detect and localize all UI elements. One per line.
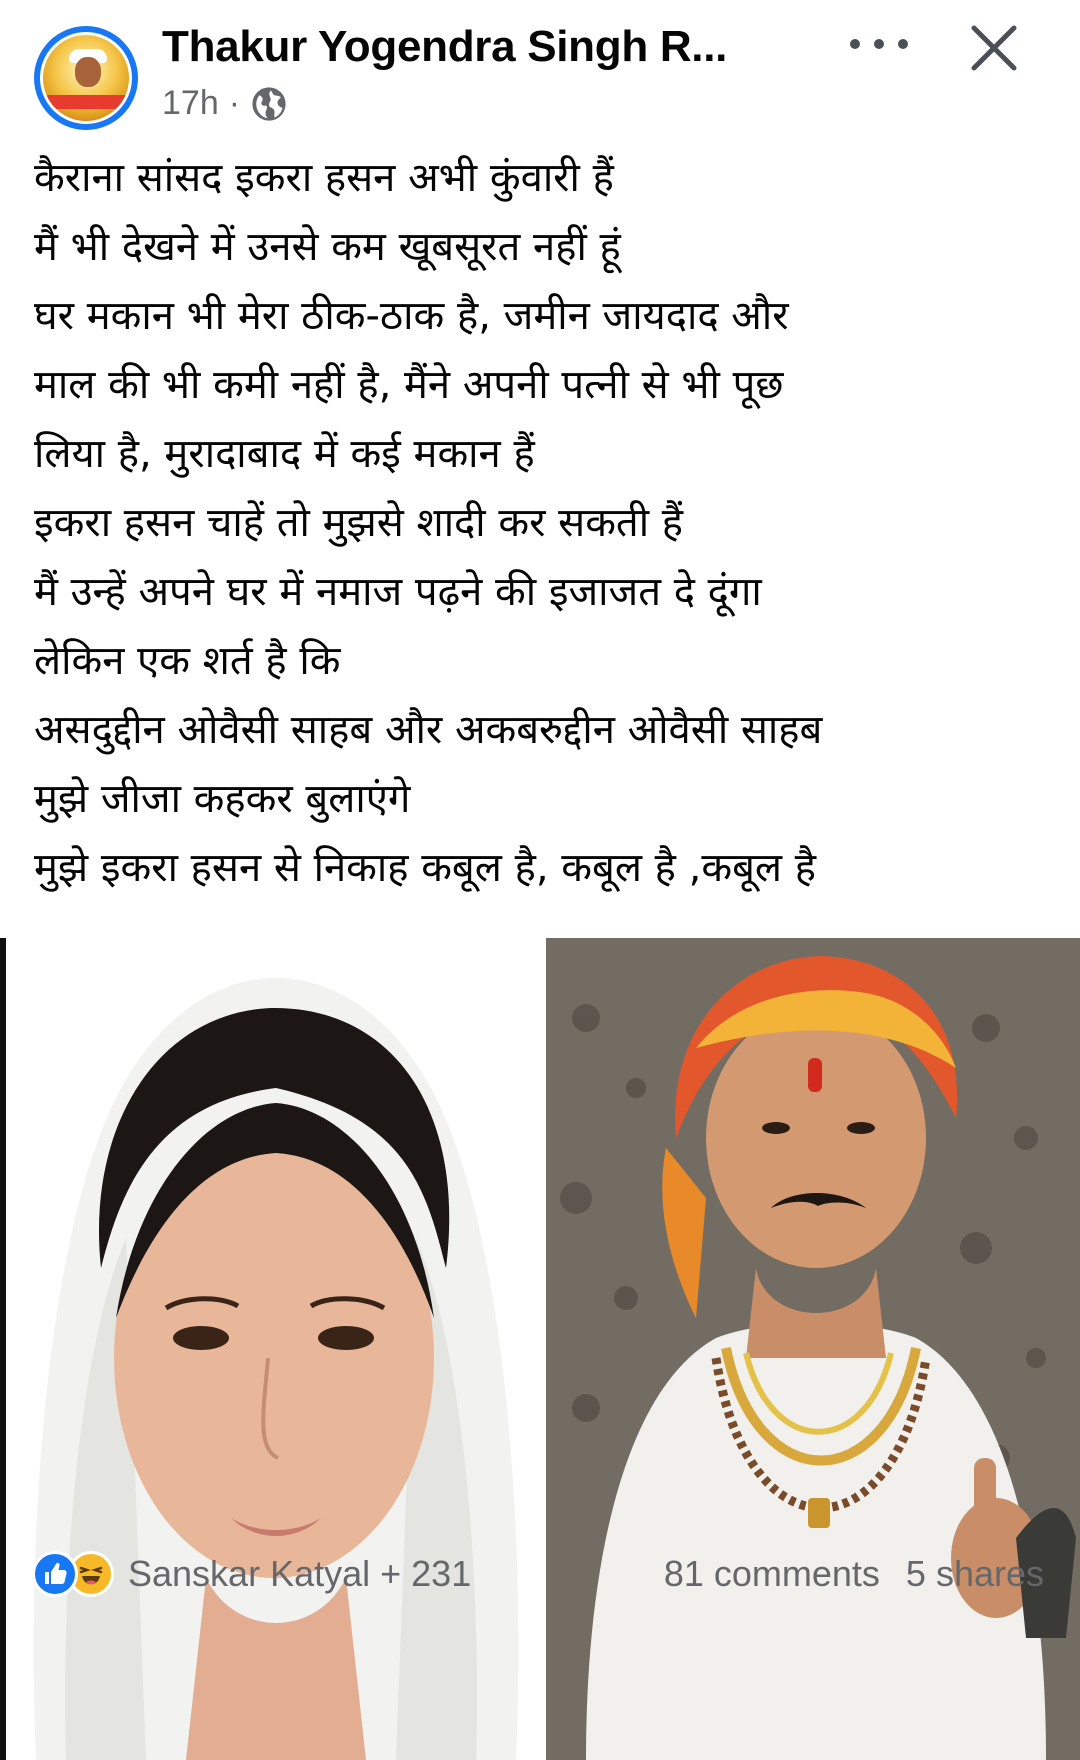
post-line: मुझे इकरा हसन से निकाह कबूल है, कबूल है ,कबूल है bbox=[34, 845, 816, 891]
close-icon[interactable] bbox=[966, 20, 1022, 76]
man-portrait-illustration bbox=[546, 938, 1080, 1760]
post-line: मैं भी देखने में उनसे कम खूबसूरत नहीं हूं bbox=[34, 224, 621, 270]
avatar-banner bbox=[45, 95, 131, 109]
post-line: इकरा हसन चाहें तो मुझसे शादी कर सकती हैं bbox=[34, 500, 684, 546]
author-name[interactable]: Thakur Yogendra Singh R... bbox=[162, 22, 728, 71]
shares-count[interactable]: 5 shares bbox=[905, 1553, 1044, 1594]
more-dot bbox=[874, 39, 884, 49]
more-dot bbox=[850, 39, 860, 49]
avatar-image bbox=[40, 32, 132, 124]
post-line: मैं उन्हें अपने घर में नमाज पढ़ने की इजाजत दे दूंगा bbox=[34, 569, 762, 615]
man-portrait-photo[interactable] bbox=[546, 938, 1080, 1760]
post-header bbox=[0, 0, 1080, 140]
reaction-names: Sanskar Katyal + 231 bbox=[128, 1553, 472, 1594]
post-line: मुझे जीजा कहकर बुलाएंगे bbox=[34, 776, 411, 822]
author-avatar[interactable] bbox=[34, 26, 138, 130]
post-line: लिया है, मुरादाबाद में कई मकान हैं bbox=[34, 431, 535, 477]
post-footer bbox=[0, 1540, 1080, 1620]
post-line: लेकिन एक शर्त है कि bbox=[34, 638, 341, 684]
meta-separator: · bbox=[228, 84, 241, 122]
reactions-summary[interactable] bbox=[32, 1548, 471, 1600]
photo-grid bbox=[0, 934, 1080, 1760]
post-line: कैराना सांसद इकरा हसन अभी कुंवारी हैं bbox=[34, 155, 614, 201]
post-line: असदुद्दीन ओवैसी साहब और अकबरुद्दीन ओवैसी साहब bbox=[34, 707, 823, 753]
post-meta bbox=[162, 84, 288, 123]
post-time[interactable]: 17h bbox=[162, 84, 219, 122]
avatar-face bbox=[75, 57, 101, 87]
post-line: घर मकान भी मेरा ठीक-ठाक है, जमीन जायदाद और bbox=[34, 293, 789, 339]
more-horizontal-icon[interactable] bbox=[850, 24, 908, 64]
woman-portrait-photo[interactable] bbox=[0, 938, 540, 1760]
post-line: माल की भी कमी नहीं है, मैंने अपनी पत्नी से भी पूछ bbox=[34, 362, 784, 408]
post-text bbox=[34, 144, 1054, 903]
like-icon bbox=[32, 1551, 78, 1597]
more-dot bbox=[898, 39, 908, 49]
comments-count[interactable]: 81 comments bbox=[663, 1553, 880, 1594]
engagement-counts bbox=[664, 1548, 1044, 1600]
globe-icon bbox=[250, 85, 288, 123]
woman-portrait-illustration bbox=[6, 938, 540, 1760]
like-thumb-glyph bbox=[35, 1554, 75, 1594]
